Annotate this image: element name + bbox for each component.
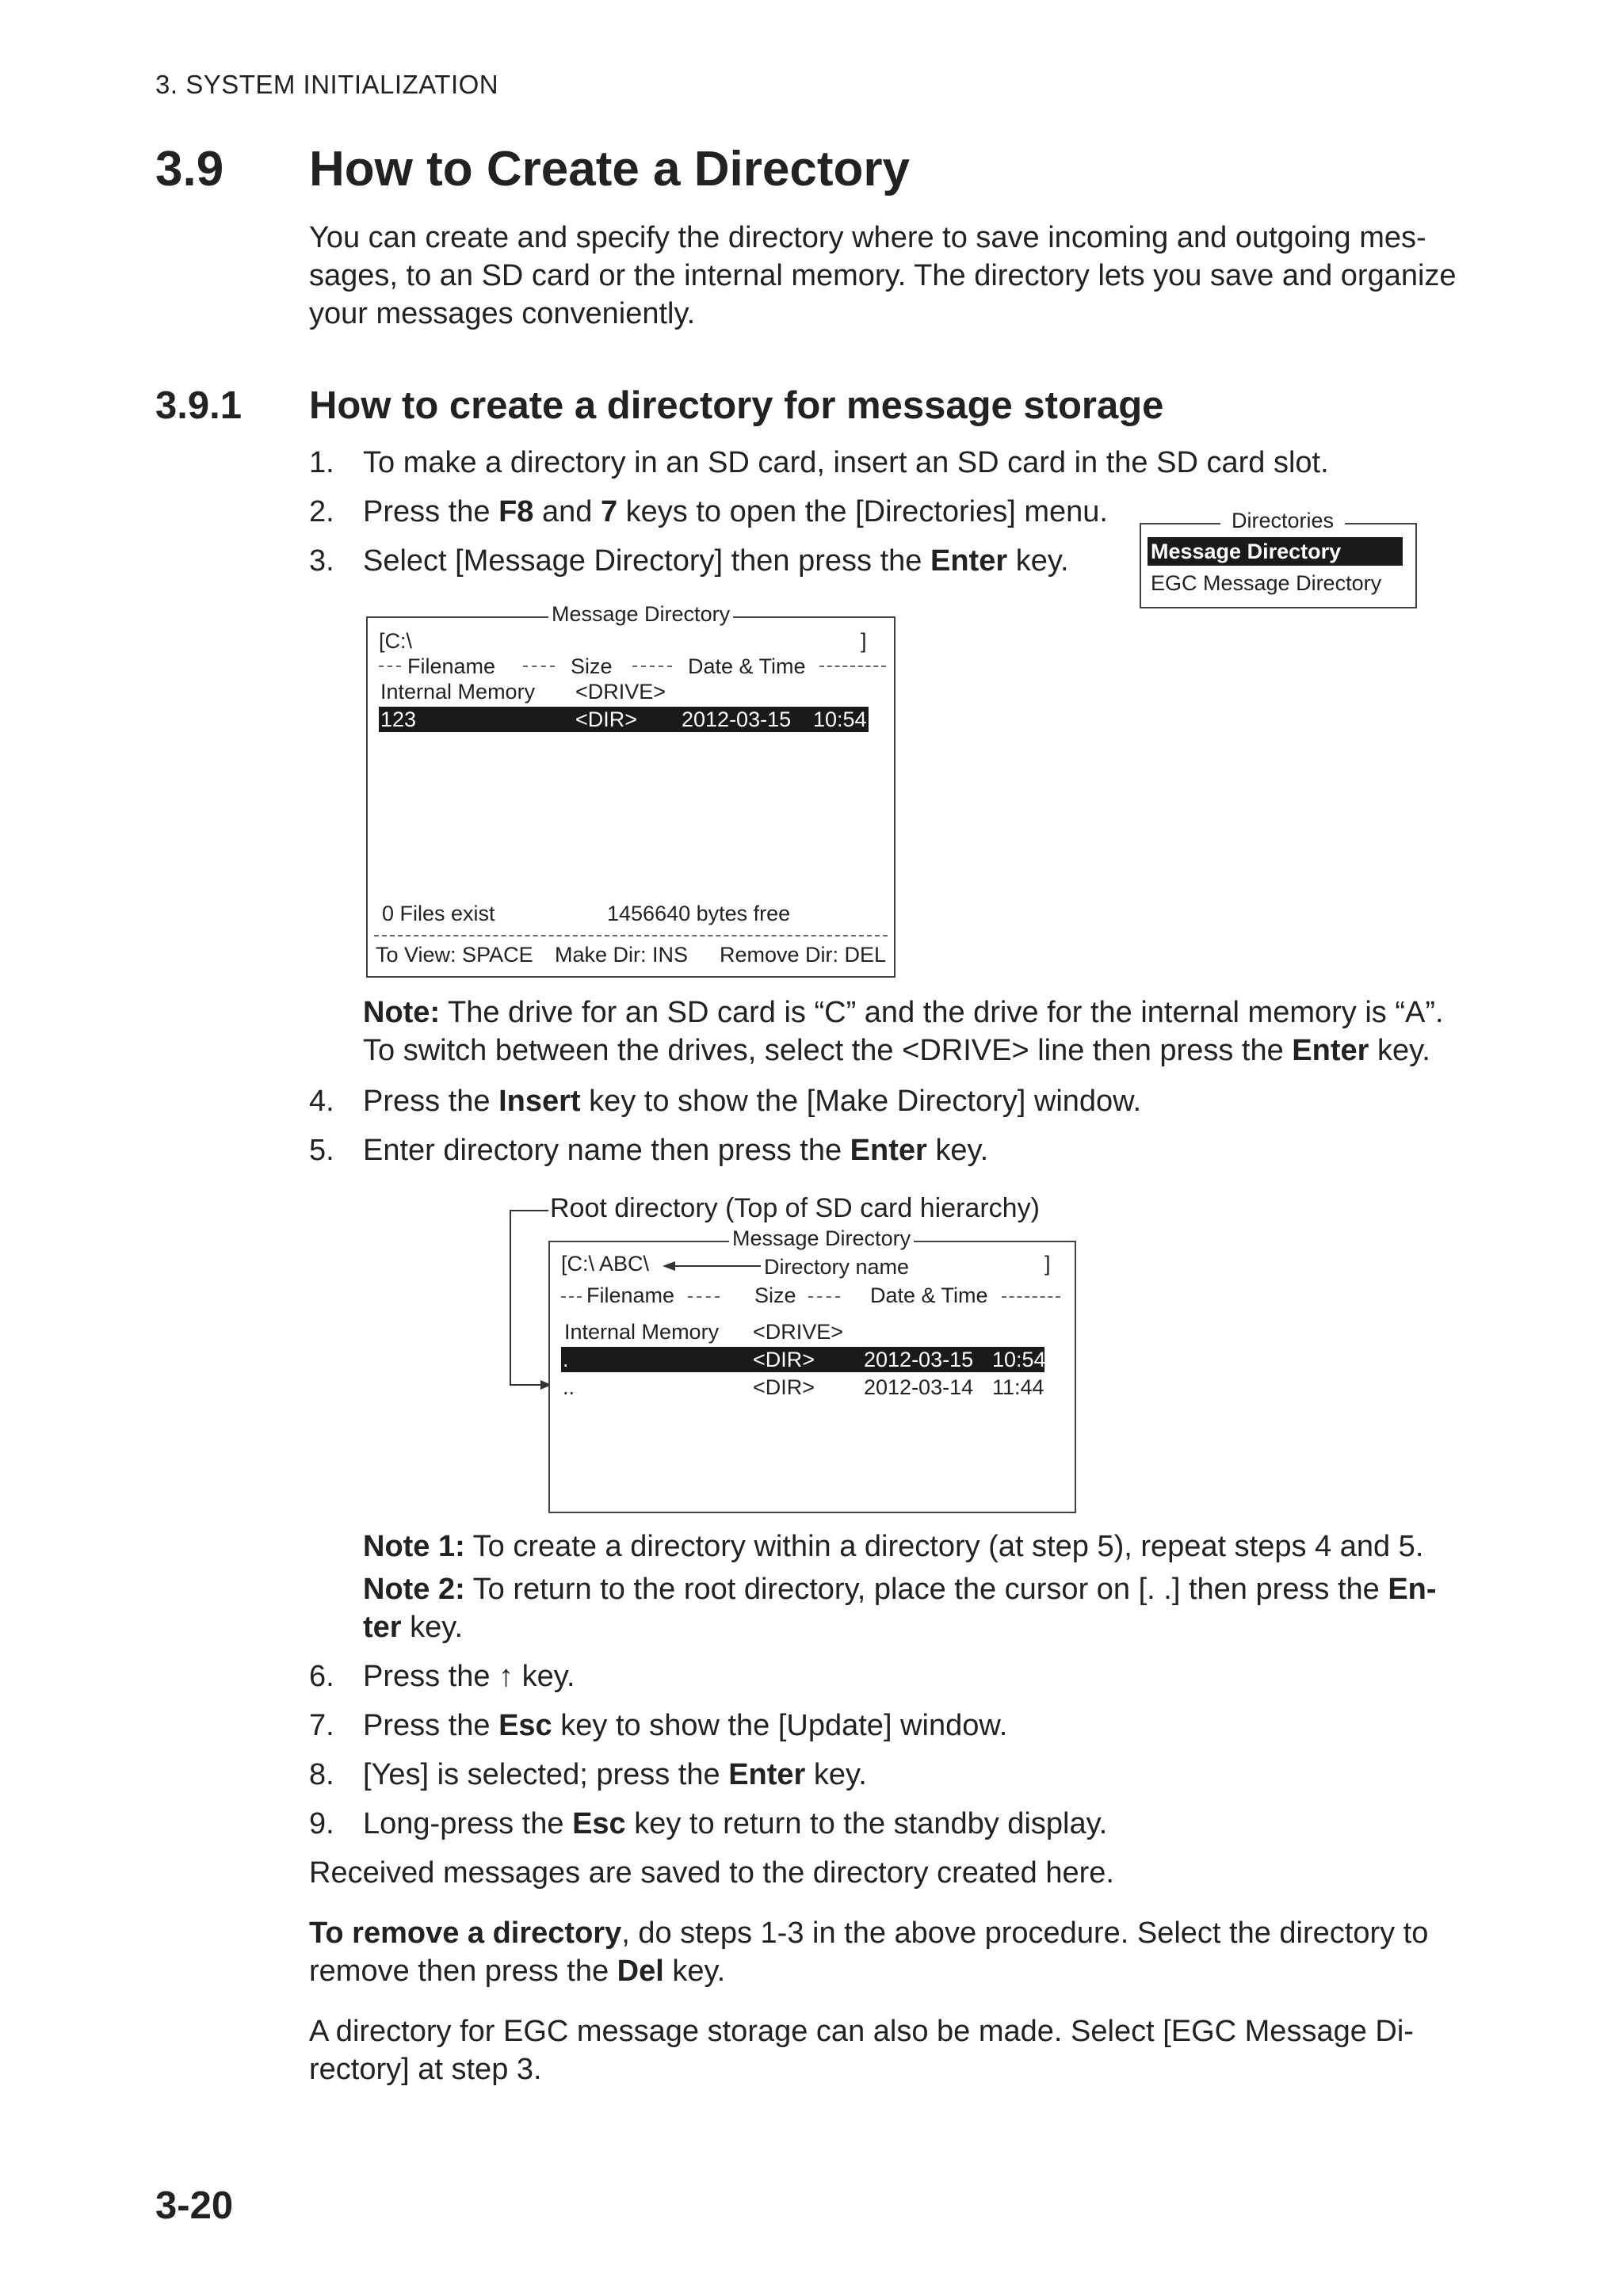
files-count: 0 Files exist bbox=[382, 902, 495, 925]
path-end: ] bbox=[1044, 1252, 1051, 1276]
section-title: How to Create a Directory bbox=[309, 142, 910, 196]
subsection-number: 3.9.1 bbox=[155, 384, 242, 427]
header-divider bbox=[523, 666, 555, 667]
note-drive: Note: The drive for an SD card is “C” and the drive for the internal memory is “A”. To switch between the drives, select the <DRIVE> line then press the Enter key. bbox=[363, 996, 1444, 1067]
note-1: Note 1: To create a directory within a directory (at step 5), repeat steps 4 and 5. bbox=[363, 1530, 1424, 1563]
step-text: [Yes] is selected; press the Enter key. bbox=[363, 1758, 867, 1791]
bytes-free: 1456640 bytes free bbox=[607, 902, 791, 925]
key-enter: Enter bbox=[1292, 1034, 1369, 1067]
header-divider bbox=[632, 666, 672, 667]
step-number: 4. bbox=[309, 1085, 334, 1118]
screen-title: Message Directory bbox=[548, 602, 733, 627]
selected-row[interactable] bbox=[561, 1347, 1044, 1372]
row-time: 10:54 bbox=[813, 707, 867, 731]
note-label: Note 2: bbox=[363, 1573, 465, 1606]
path-field: [C:\ ABC\ bbox=[561, 1252, 650, 1276]
row-name: . bbox=[563, 1348, 569, 1371]
message-directory-screen bbox=[366, 602, 896, 978]
key-enter: Enter bbox=[850, 1134, 927, 1167]
column-filename: Filename bbox=[407, 654, 496, 678]
footer-remove-dir: Remove Dir: DEL bbox=[720, 943, 887, 967]
path-field: [C:\ bbox=[379, 629, 413, 653]
key-insert: Insert bbox=[498, 1085, 581, 1118]
row-size: <DRIVE> bbox=[753, 1320, 844, 1344]
row-size: <DIR> bbox=[753, 1375, 815, 1399]
column-datetime: Date & Time bbox=[688, 654, 806, 678]
menu-item-message-directory[interactable]: Message Directory bbox=[1148, 537, 1403, 566]
footer-make-dir: Make Dir: INS bbox=[555, 943, 689, 967]
step-number: 2. bbox=[309, 495, 334, 528]
row-date: 2012-03-15 bbox=[864, 1348, 974, 1371]
step-number: 6. bbox=[309, 1660, 334, 1693]
row-size: <DIR> bbox=[753, 1348, 815, 1371]
header-divider bbox=[688, 1296, 720, 1298]
step-text: Long-press the Esc key to return to the standby display. bbox=[363, 1807, 1108, 1840]
row-name: Internal Memory bbox=[564, 1320, 720, 1344]
column-size: Size bbox=[754, 1283, 796, 1307]
row-size: <DIR> bbox=[575, 707, 638, 731]
callout-leader-line bbox=[507, 1204, 555, 1394]
row-date: 2012-03-14 bbox=[864, 1375, 974, 1399]
step-number: 8. bbox=[309, 1758, 334, 1791]
row-name: 123 bbox=[380, 707, 417, 731]
row-time: 11:44 bbox=[992, 1375, 1044, 1399]
remove-paragraph: To remove a directory, do steps 1-3 in the above procedure. Select the directory to remove then press the Del key. bbox=[309, 1917, 1429, 1988]
running-head: 3. SYSTEM INITIALIZATION bbox=[155, 70, 499, 99]
header-divider bbox=[808, 1296, 840, 1298]
intro-line: sages, to an SD card or the internal memory. The directory lets you save and organize bbox=[309, 259, 1457, 292]
page-number: 3-20 bbox=[155, 2184, 234, 2227]
header-divider bbox=[819, 666, 886, 667]
row-date: 2012-03-15 bbox=[682, 707, 792, 731]
directories-menu-title: Directories bbox=[1220, 509, 1345, 533]
key-enter: Enter bbox=[728, 1758, 806, 1791]
step-text: Press the F8 and 7 keys to open the [Directories] menu. bbox=[363, 495, 1108, 528]
path-end: ] bbox=[861, 629, 867, 653]
key-esc: Esc bbox=[498, 1709, 552, 1742]
step-text: Press the ↑ key. bbox=[363, 1660, 575, 1693]
intro-line: You can create and specify the directory where to save incoming and outgoing mes- bbox=[309, 221, 1426, 254]
selected-row[interactable] bbox=[379, 707, 869, 732]
footer-divider bbox=[374, 935, 888, 936]
key-enter: Enter bbox=[930, 544, 1008, 578]
arrow-up-icon: ↑ bbox=[498, 1660, 514, 1693]
header-divider bbox=[561, 1296, 582, 1298]
row-name: .. bbox=[563, 1375, 575, 1399]
key-7: 7 bbox=[600, 495, 618, 528]
menu-item-egc-message-directory[interactable]: EGC Message Directory bbox=[1151, 571, 1382, 595]
note-label: Note 1: bbox=[363, 1530, 465, 1563]
header-divider bbox=[1002, 1296, 1060, 1298]
received-paragraph: Received messages are saved to the directory created here. bbox=[309, 1856, 1114, 1890]
step-text: Enter directory name then press the Enter key. bbox=[363, 1134, 989, 1167]
step-number: 5. bbox=[309, 1134, 334, 1167]
step-text: Press the Esc key to show the [Update] window. bbox=[363, 1709, 1008, 1742]
column-filename: Filename bbox=[586, 1283, 675, 1307]
remove-heading: To remove a directory bbox=[309, 1917, 622, 1950]
column-datetime: Date & Time bbox=[870, 1283, 988, 1307]
key-del: Del bbox=[617, 1955, 664, 1988]
section-number: 3.9 bbox=[155, 142, 224, 196]
directories-menu bbox=[1140, 509, 1417, 608]
subsection-title: How to create a directory for message storage bbox=[309, 384, 1164, 427]
note-2: Note 2: To return to the root directory, place the cursor on [. .] then press the En- ter key. bbox=[363, 1573, 1437, 1644]
column-size: Size bbox=[571, 654, 613, 678]
step-number: 1. bbox=[309, 446, 334, 479]
screen-title: Message Directory bbox=[729, 1226, 914, 1251]
callout-directory-name: Directory name bbox=[764, 1255, 910, 1279]
key-f8: F8 bbox=[498, 495, 534, 528]
step-text: To make a directory in an SD card, insert an SD card in the SD card slot. bbox=[363, 446, 1329, 479]
callout-root-directory: Root directory (Top of SD card hierarchy) bbox=[550, 1193, 1040, 1223]
header-divider bbox=[379, 666, 401, 667]
row-time: 10:54 bbox=[992, 1348, 1046, 1371]
arrow-left-icon bbox=[661, 1258, 764, 1274]
intro-line: your messages conveniently. bbox=[309, 297, 696, 330]
row-name: Internal Memory bbox=[380, 680, 536, 704]
step-text: Select [Message Directory] then press the Enter key. bbox=[363, 544, 1069, 578]
message-directory-screen-2 bbox=[548, 1226, 1076, 1513]
step-number: 7. bbox=[309, 1709, 334, 1742]
egc-paragraph: A directory for EGC message storage can also be made. Select [EGC Message Di- rectory] at step 3. bbox=[309, 2015, 1414, 2086]
step-number: 3. bbox=[309, 544, 334, 578]
step-number: 9. bbox=[309, 1807, 334, 1840]
footer-view: To View: SPACE bbox=[376, 943, 533, 967]
row-size: <DRIVE> bbox=[575, 680, 666, 704]
intro-paragraph bbox=[309, 219, 1457, 333]
key-esc: Esc bbox=[572, 1807, 626, 1840]
step-text: Press the Insert key to show the [Make Directory] window. bbox=[363, 1085, 1142, 1118]
note-label: Note: bbox=[363, 996, 441, 1029]
